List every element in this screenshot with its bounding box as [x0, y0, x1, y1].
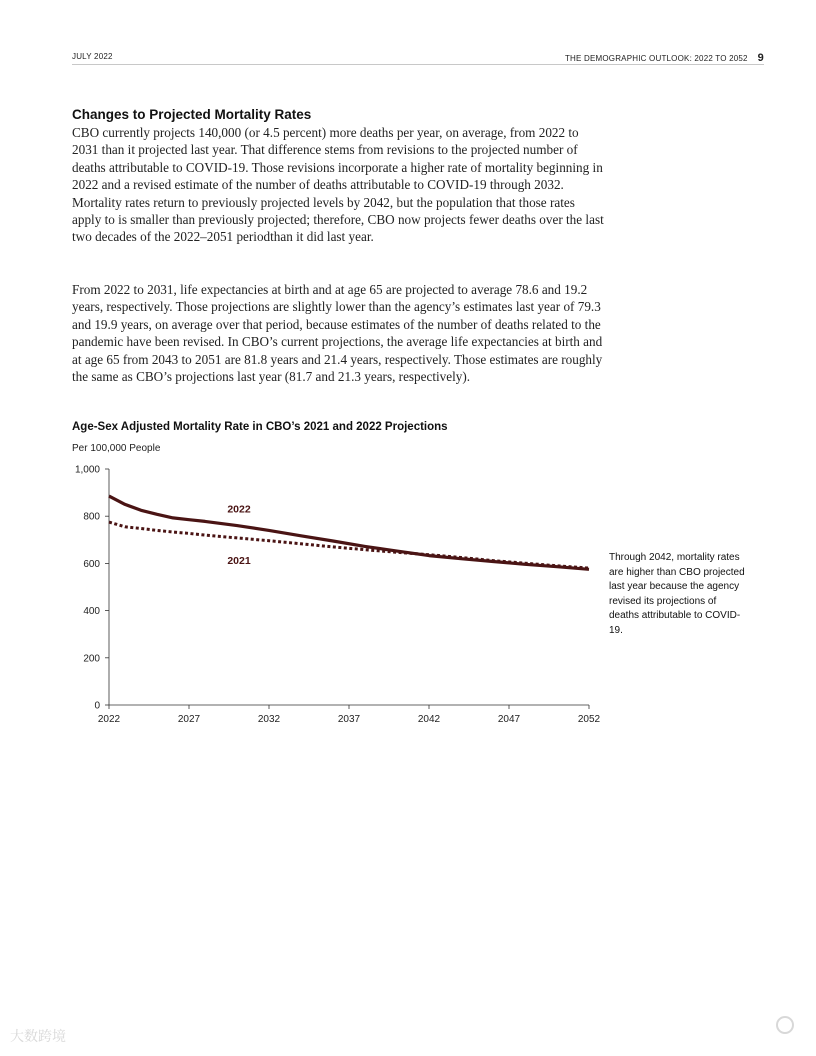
series-line-2021: [109, 522, 589, 568]
y-tick-label: 0: [94, 700, 100, 712]
x-tick-label: 2022: [97, 714, 121, 725]
chart-axes: [109, 469, 589, 705]
header-report-title: [565, 52, 764, 64]
watermark-text: 大数跨境: [10, 1029, 66, 1045]
y-tick-label: 600: [83, 558, 100, 570]
header-date: JULY 2022: [72, 52, 113, 61]
section-title: Changes to Projected Mortality Rates: [72, 107, 312, 122]
y-tick-label: 400: [83, 606, 100, 618]
x-tick-label: 2032: [257, 714, 281, 725]
chart-series-labels: [227, 504, 251, 567]
x-tick-label: 2052: [577, 714, 601, 725]
page-number: 9: [757, 52, 764, 64]
chart-y-unit-label: Per 100,000 People: [72, 443, 161, 454]
y-tick-label: 200: [83, 653, 100, 665]
x-tick-label: 2042: [417, 714, 441, 725]
series-label-2021: 2021: [227, 554, 251, 567]
header-divider: [72, 64, 764, 65]
y-tick-label: 1,000: [74, 464, 100, 476]
chart-annotation: Through 2042, mortality rates are higher than CBO projected last year because the agency revised its projections of deaths attributable to COVID-19.: [609, 552, 745, 636]
x-tick-label: 2037: [337, 714, 361, 725]
x-tick-label: 2047: [497, 714, 521, 725]
series-label-2022: 2022: [227, 503, 251, 516]
body-paragraph-2: From 2022 to 2031, life expectancies at birth and at age 65 are projected to average 78.6 and 19.2 years, respectively. Those projections are slightly lower than the agency’s estimates last year of 79.3 and 19.9 years, on average over that period, because estimates of the number of deaths related to the pandemic have been revised. In CBO’s current projections, the average life expectancies at birth and at age 65 from 2043 to 2051 are 81.8 years and 21.4 years, respectively. Those estimates are roughly the same as CBO’s projections last year (81.7 and 21.3 years, respectively).: [72, 282, 603, 385]
report-title: THE DEMOGRAPHIC OUTLOOK: 2022 TO 2052: [564, 53, 748, 63]
chart-series: [109, 496, 589, 569]
chart-ticks: [75, 465, 601, 726]
chart-title: Age-Sex Adjusted Mortality Rate in CBO’s 2021 and 2022 Projections: [72, 421, 448, 433]
series-line-2022: [109, 496, 589, 569]
body-paragraph-1: CBO currently projects 140,000 (or 4.5 percent) more deaths per year, on average, from 2022 to 2031 than it projected last year. That difference stems from revisions to the projected number of deaths attributable to COVID-19. Those revisions incorporate a higher rate of mortality beginning in 2022 and a revised estimate of the number of deaths attributable to COVID-19 through 2032. Mortality rates return to previously projected levels by 2042, but the population that those rates apply to is smaller than previously projected; therefore, CBO now projects fewer deaths over the last two decades of the 2022–2051 periodthan it did last year.: [72, 125, 604, 245]
y-tick-label: 800: [83, 511, 100, 523]
corner-logo-icon: [776, 1016, 794, 1034]
x-tick-label: 2027: [177, 714, 201, 725]
